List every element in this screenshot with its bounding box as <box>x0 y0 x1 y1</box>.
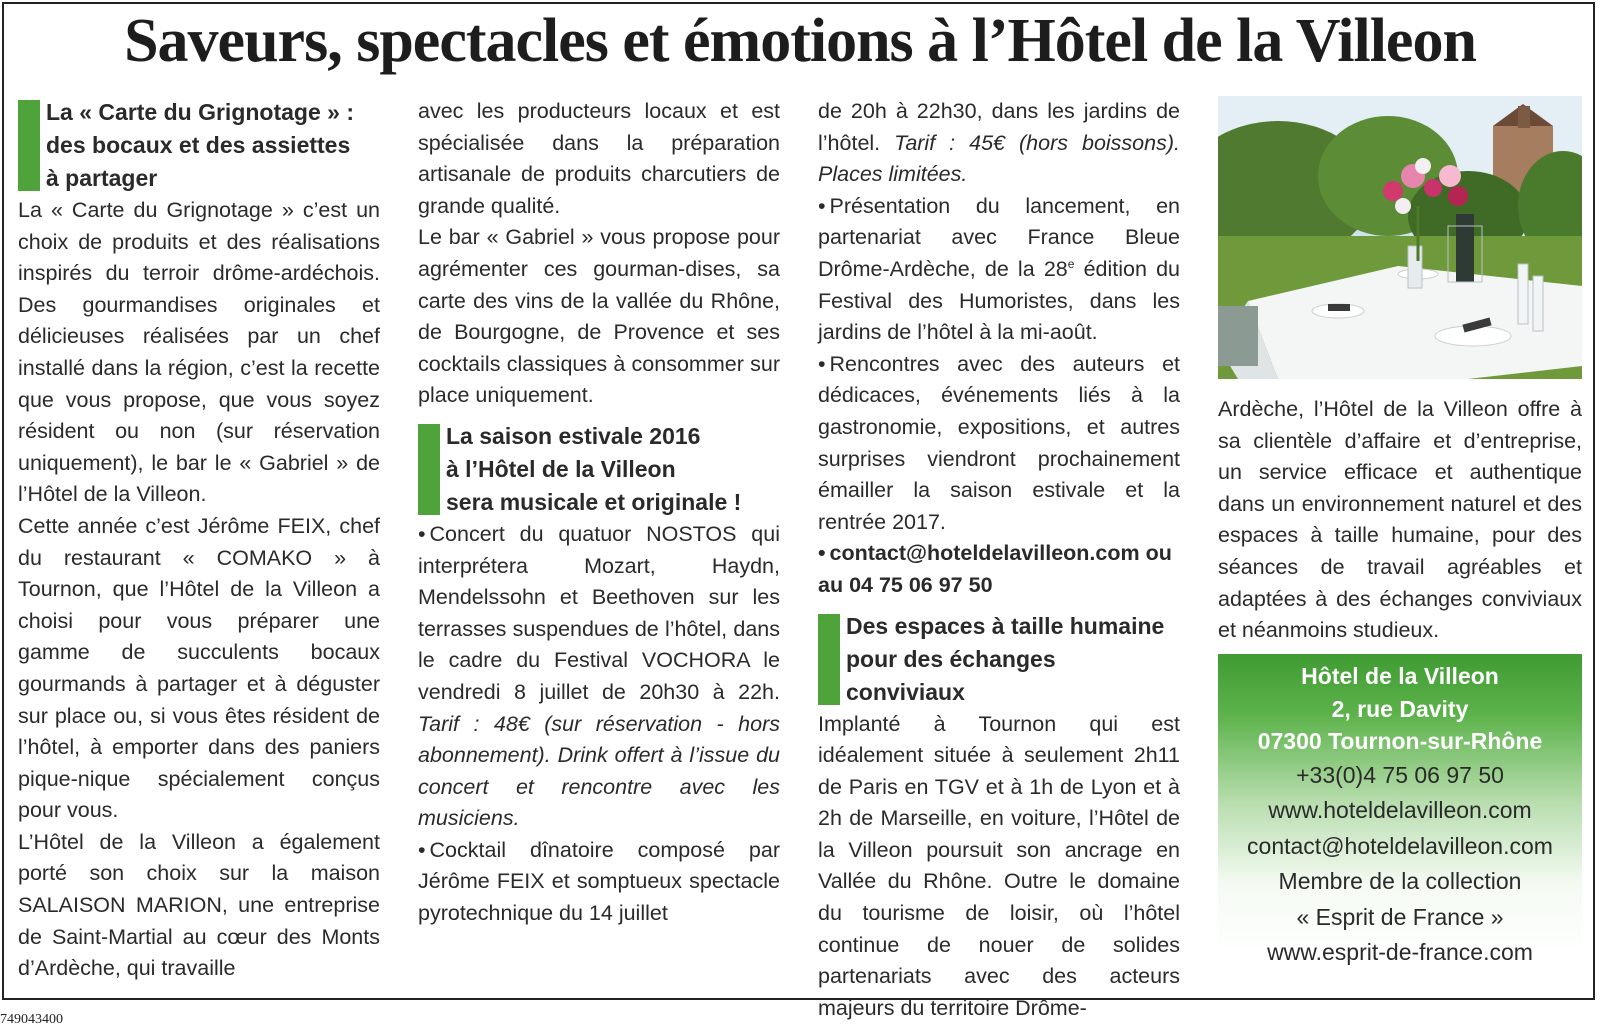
paragraph: Cette année c’est Jérôme FEIX, chef du restaurant « COMAKO » à Tournon, que l’Hôtel de la Villeon a choisi pour vous préparer une gamme de succulents bocaux gourmands à partager et à déguster sur place ou, si vous êtes résident de l’hôtel, à emporter dans des paniers pique-nique spécialement conçus pour vous. <box>18 513 380 823</box>
collection-website[interactable]: www.esprit-de-france.com <box>1267 939 1533 965</box>
hotel-website[interactable]: www.hoteldelavilleon.com <box>1268 797 1532 823</box>
garden-table-photo <box>1218 96 1582 379</box>
collection-name: « Esprit de France » <box>1296 903 1504 930</box>
column-2 <box>418 96 780 930</box>
superscript: e <box>1067 256 1075 271</box>
column-4 <box>1218 394 1582 647</box>
bullet-text: Présentation du lancement, en partenariat avec France Bleue Drôme-Ardèche, de la 28 <box>818 193 1180 281</box>
heading-line: La saison estivale 2016 <box>446 422 701 449</box>
paragraph-text: de 20h à 22h30, dans les jardins de l’hôtel. <box>818 99 1180 155</box>
hotel-city: 07300 Tournon-sur-Rhône <box>1257 728 1543 754</box>
heading-line: conviviaux <box>846 678 965 705</box>
section-heading-carte <box>18 96 380 195</box>
column-3 <box>818 96 1180 1024</box>
heading-accent-bar <box>418 424 440 515</box>
heading-accent-bar <box>818 614 840 705</box>
section-heading-espaces <box>818 610 1180 709</box>
bullet-text: Concert du quatuor NOSTOS qui interprétera Mozart, Haydn, Mendelssohn et Beethoven sur les terrasses suspendues de l’hôtel, dans le cadre du Festival VOCHORA le vendredi 8 juillet de 20h30 à 22h. <box>418 521 780 704</box>
bullet-contact <box>818 538 1180 601</box>
paragraph: L’Hôtel de la Villeon a également porté son choix sur la maison SALAISON MARION, une entreprise de Saint-Martial au cœur des Monts d’Ardèche, qui travaille <box>18 829 380 981</box>
heading-line: à l’Hôtel de la Villeon <box>446 455 676 482</box>
hotel-street: 2, rue Davity <box>1331 695 1469 722</box>
bullet-text: Cocktail dînatoire composé par Jérôme FEIX et somptueux spectacle pyrotechnique du 14 juillet <box>418 837 780 926</box>
paragraph-price: Tarif : 45€ (hors boissons). Places limitées. <box>818 130 1180 187</box>
section-heading-saison <box>418 420 780 519</box>
bullet-item <box>818 349 1180 539</box>
paragraph: Implanté à Tournon qui est idéalement située à seulement 2h11 de Paris en TGV et à 1h de Lyon et à 2h de Marseille, en voiture, l’Hôtel de la Villeon poursuit son ancrage en Vallée du Rhône. Outre le domaine du tourisme de loisir, où l’hôtel continue de nouer de solides partenariats avec des acteurs majeurs du territoire Drôme- <box>818 711 1180 1020</box>
hotel-phone[interactable]: +33(0)4 75 06 97 50 <box>1296 761 1504 788</box>
member-label: Membre de la collection <box>1278 868 1522 894</box>
bullet-price: Tarif : 48€ (sur réservation - hors abonnement). Drink offert à l’issue du concert et rencontre avec les musiciens. <box>418 711 780 831</box>
bullet-text: Rencontres avec des auteurs et dédicaces, événements liés à la gastronomie, expositions, et autres surprises viendront prochainement émailler la saison estivale et la rentrée 2017. <box>818 351 1180 534</box>
hotel-email[interactable]: contact@hoteldelavilleon.com <box>1247 832 1553 859</box>
heading-line: sera musicale et originale ! <box>446 488 742 515</box>
heading-accent-bar <box>18 100 40 191</box>
paragraph <box>818 96 1180 191</box>
heading-line: La « Carte du Grignotage » : <box>46 99 354 125</box>
bullet-text: édition du Festival des Humoristes, dans les jardins de l’hôtel à la mi-août. <box>818 256 1180 345</box>
contact-line: contact@hoteldelavilleon.com ou au 04 75 06 97 50 <box>818 541 1172 597</box>
heading-line: Des espaces à taille humaine <box>846 612 1165 639</box>
heading-line: pour des échanges <box>846 645 1056 672</box>
heading-line: à partager <box>46 165 158 191</box>
article-title: Saveurs, spectacles et émotions à l’Hôtel de la Villeon <box>124 7 1476 75</box>
contact-box <box>1218 654 1582 986</box>
column-1 <box>18 96 380 985</box>
paragraph: La « Carte du Grignotage » c’est un choix de produits et des réalisations inspirés du terroir drôme-ardéchois. Des gourmandises originales et délicieuses réalisées par un chef installé dans la région, c’est la recette que vous propose, que vous soyez résident ou non (sur réservation uniquement), le bar le « Gabriel » de l’Hôtel de la Villeon. <box>18 198 380 507</box>
reference-code: 749043400 <box>0 1012 63 1027</box>
bullet-item <box>418 519 780 835</box>
photo-illustration <box>1218 96 1582 379</box>
heading-line: des bocaux et des assiettes <box>46 132 351 158</box>
paragraph: Le bar « Gabriel » vous propose pour agrémenter ces gourman-dises, sa carte des vins de la vallée du Rhône, de Bourgogne, de Provence et ses cocktails classiques à consommer sur place uniquement. <box>418 225 780 408</box>
bullet-item <box>418 835 780 930</box>
paragraph: avec les producteurs locaux et est spécialisée dans la préparation artisanale de produits charcutiers de grande qualité. <box>418 99 780 218</box>
hotel-name: Hôtel de la Villeon <box>1301 663 1499 689</box>
bullet-item <box>818 191 1180 349</box>
paragraph: Ardèche, l’Hôtel de la Villeon offre à sa clientèle d’affaire et d’entreprise, un service efficace et authentique dans un environnement naturel et des espaces à taille humaine, pour des séances de travail agréables et adaptées à des échanges conviviaux et néanmoins studieux. <box>1218 397 1582 643</box>
